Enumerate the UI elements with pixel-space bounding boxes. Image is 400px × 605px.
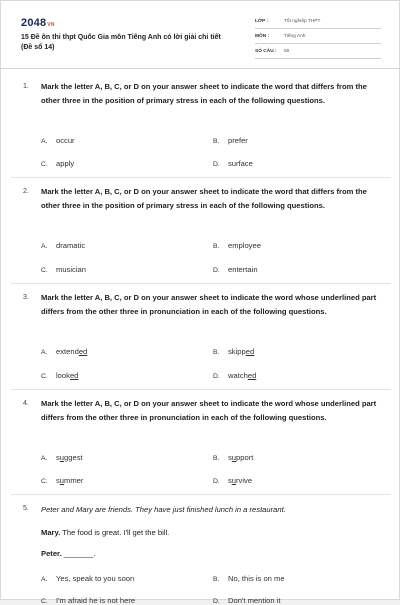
option-text: watch <box>228 371 248 380</box>
option-letter: B. <box>213 455 220 462</box>
question-text: Mark the letter A, B, C, or D on your answer sheet to indicate the word whose underlined part differs from the other three in pronunciation in each of the following questions. <box>41 399 377 423</box>
dialogue-blank: _______. <box>63 549 96 558</box>
question-divider <box>11 283 391 284</box>
option-underlined: u <box>59 453 65 462</box>
question-text: Mark the letter A, B, C, or D on your answer sheet to indicate the word that differs from the other three in the position of primary stress in each of the following questions. <box>41 187 367 211</box>
exam-title: 15 Đề ôn thi thpt Quốc Gia môn Tiếng Anh có lời giải chi tiết (Đề số 14) <box>21 34 221 51</box>
meta-value: Tiếng Anh <box>284 34 306 39</box>
meta-row-class <box>255 15 381 29</box>
option-letter: A. <box>41 243 48 250</box>
meta-label: MÔN : <box>255 34 270 39</box>
meta-value: 50 <box>284 49 290 54</box>
answer-option[interactable] <box>41 159 74 168</box>
question-number: 5. <box>23 505 29 512</box>
option-letter: A. <box>41 455 48 462</box>
option-letter: B. <box>213 349 220 356</box>
option-text: s <box>56 476 60 485</box>
dialogue-line <box>41 549 96 558</box>
option-letter: B. <box>213 243 220 250</box>
answer-option[interactable] <box>213 371 256 380</box>
answer-option[interactable] <box>213 347 254 356</box>
answer-option[interactable] <box>213 159 253 168</box>
question-divider <box>11 177 391 178</box>
option-letter: B. <box>213 576 220 583</box>
question-number: 3. <box>23 294 29 301</box>
option-letter: D. <box>213 478 220 485</box>
answer-option[interactable] <box>41 265 86 274</box>
logo-suffix: VN <box>47 22 55 28</box>
option-text: Don't mention it <box>228 596 281 605</box>
option-text: musician <box>56 265 86 274</box>
meta-row-count <box>255 45 381 59</box>
option-text: s <box>56 453 60 462</box>
answer-option[interactable] <box>213 453 253 462</box>
option-underlined: u <box>231 453 237 462</box>
answer-option[interactable] <box>41 596 135 605</box>
option-letter: D. <box>213 598 220 605</box>
answer-option[interactable] <box>213 241 261 250</box>
option-text-rest: rvive <box>236 476 253 485</box>
exam-header <box>1 1 399 69</box>
option-letter: C. <box>41 161 48 168</box>
option-text: surface <box>228 159 253 168</box>
question-text: Mark the letter A, B, C, or D on your answer sheet to indicate the word that differs from the other three in the position of primary stress in each of the following questions. <box>41 82 367 106</box>
answer-option[interactable] <box>213 136 248 145</box>
option-underlined: ed <box>69 371 79 380</box>
option-letter: D. <box>213 267 220 274</box>
option-underlined: ed <box>78 347 88 356</box>
question-divider <box>11 494 391 495</box>
option-letter: D. <box>213 161 220 168</box>
option-letter: A. <box>41 349 48 356</box>
option-text: No, this is on me <box>228 574 285 583</box>
dialogue-text: The food is great. I'll get the bill. <box>62 528 170 537</box>
answer-option[interactable] <box>213 574 285 583</box>
option-letter: B. <box>213 138 220 145</box>
answer-option[interactable] <box>213 476 252 485</box>
question-divider <box>11 389 391 390</box>
option-text: occur <box>56 136 75 145</box>
option-text: look <box>56 371 70 380</box>
option-text: apply <box>56 159 75 168</box>
answer-option[interactable] <box>41 476 83 485</box>
option-letter: C. <box>41 478 48 485</box>
question-number: 2. <box>23 188 29 195</box>
meta-label: LỚP : <box>255 19 269 24</box>
question-number: 1. <box>23 83 29 90</box>
option-text-rest: pport <box>236 453 254 462</box>
option-letter: C. <box>41 267 48 274</box>
option-text: entertain <box>228 265 258 274</box>
option-text: employee <box>228 241 261 250</box>
answer-option[interactable] <box>41 136 75 145</box>
answer-option[interactable] <box>41 574 134 583</box>
logo-text: 2048 <box>21 17 47 29</box>
meta-value: Tốt nghiệp THPT <box>284 19 321 24</box>
option-text-rest: mmer <box>64 476 84 485</box>
option-text: prefer <box>228 136 248 145</box>
speaker-name: Mary. <box>41 528 61 537</box>
answer-option[interactable] <box>213 265 258 274</box>
option-underlined: ed <box>245 347 255 356</box>
option-text: Yes, speak to you soon <box>56 574 135 583</box>
option-letter: A. <box>41 138 48 145</box>
meta-label: SỐ CÂU : <box>255 49 277 54</box>
option-underlined: u <box>59 476 65 485</box>
answer-option[interactable] <box>41 241 85 250</box>
question-intro: Peter and Mary are friends. They have just finished lunch in a restaurant. <box>41 505 286 514</box>
site-logo[interactable] <box>21 17 55 29</box>
option-text-rest: ggest <box>64 453 83 462</box>
answer-option[interactable] <box>41 453 83 462</box>
dialogue-line <box>41 528 169 537</box>
option-text: skipp <box>228 347 246 356</box>
option-underlined: u <box>231 476 237 485</box>
option-letter: C. <box>41 598 48 605</box>
answer-option[interactable] <box>41 371 78 380</box>
option-text: s <box>228 476 232 485</box>
option-letter: D. <box>213 373 220 380</box>
meta-row-subject <box>255 30 381 44</box>
speaker-name: Peter. <box>41 549 62 558</box>
option-letter: C. <box>41 373 48 380</box>
option-text: extend <box>56 347 79 356</box>
answer-option[interactable] <box>41 347 87 356</box>
option-text: s <box>228 453 232 462</box>
option-underlined: ed <box>247 371 257 380</box>
option-text: I'm afraid he is not here <box>56 596 136 605</box>
option-text: dramatic <box>56 241 86 250</box>
option-letter: A. <box>41 576 48 583</box>
question-number: 4. <box>23 400 29 407</box>
question-text: Mark the letter A, B, C, or D on your answer sheet to indicate the word whose underlined part differs from the other three in pronunciation in each of the following questions. <box>41 293 377 317</box>
answer-option[interactable] <box>213 596 281 605</box>
